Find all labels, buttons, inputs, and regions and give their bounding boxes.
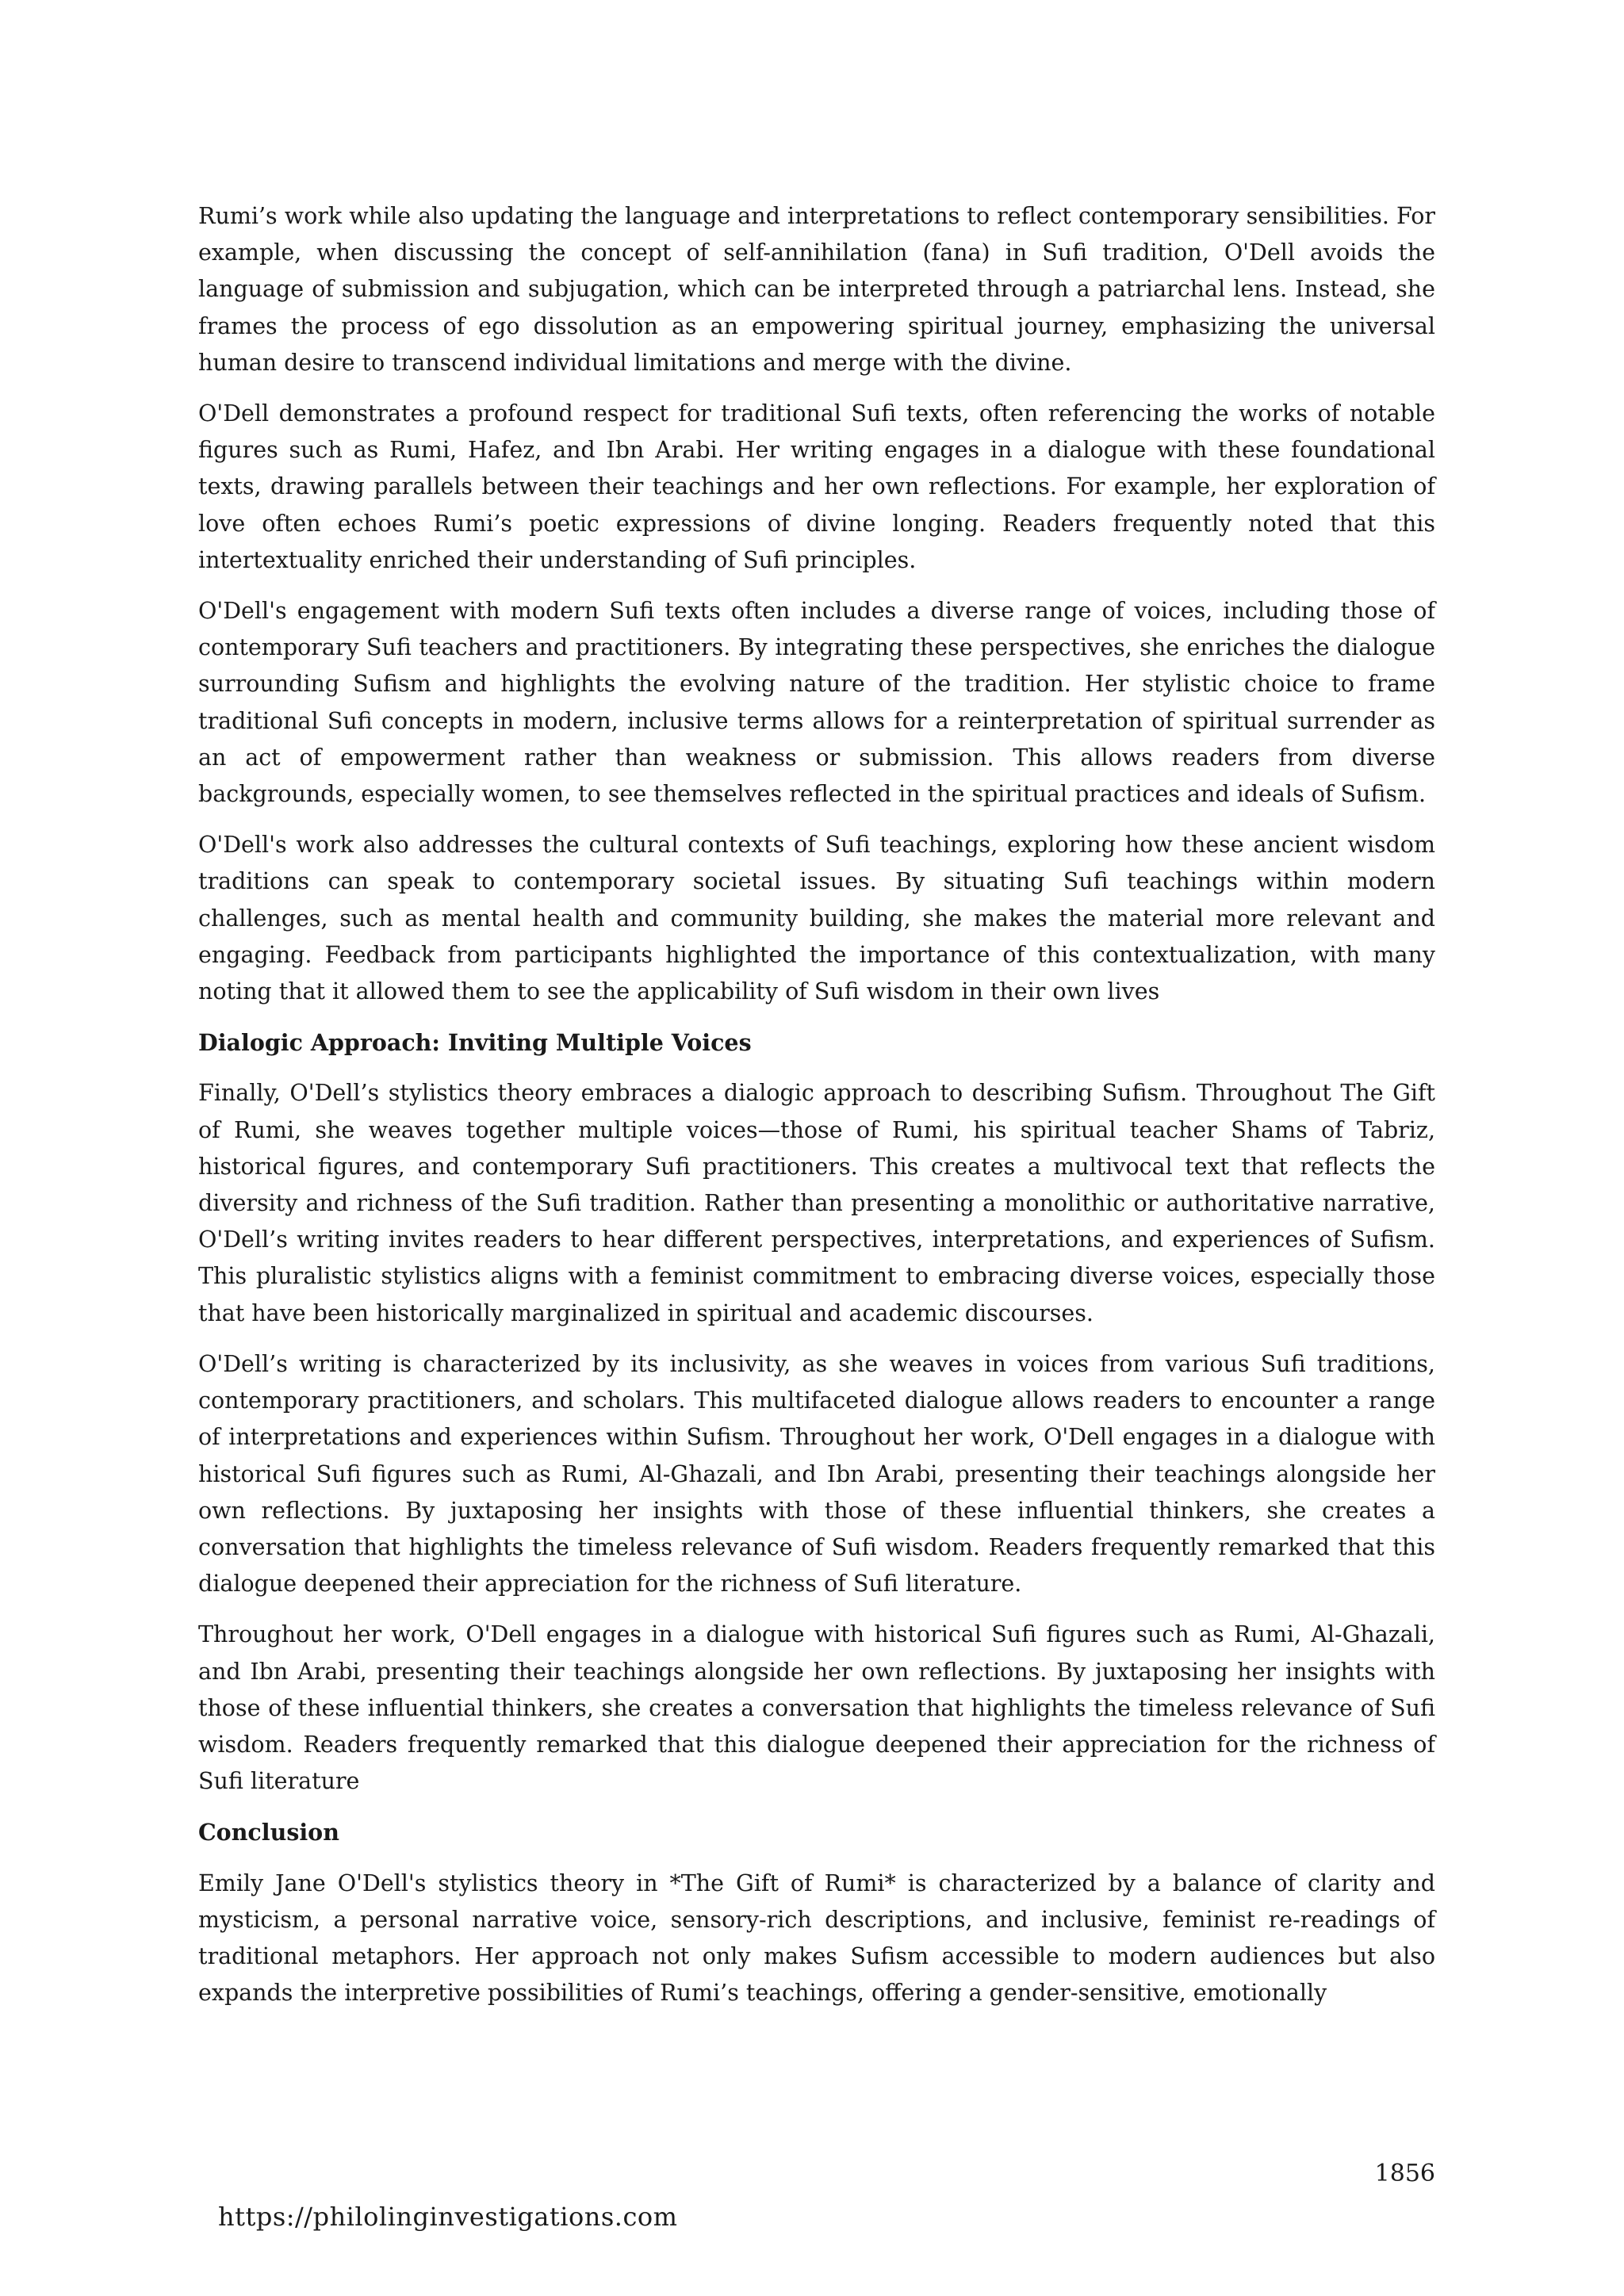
- footer-url-link[interactable]: https://philolinginvestigations.com: [218, 2202, 678, 2232]
- page-number: 1856: [1374, 2160, 1435, 2187]
- body-paragraph: Finally, O'Dell’s stylistics theory embraces a dialogic approach to describing Sufism. Throughout The Gift of Rumi, she weaves together multiple voices—those of Rumi, his spiritual teacher Shams of Tabriz, historical figures, and contemporary Sufi practitioners. This creates a multivocal text that reflects the diversity and richness of the Sufi tradition. Rather than presenting a monolithic or authoritative narrative, O'Dell’s writing invites readers to hear different perspectives, interpretations, and experiences of Sufism. This pluralistic stylistics aligns with a feminist commitment to embracing diverse voices, especially those that have been historically marginalized in spiritual and academic discourses.: [198, 1080, 1435, 1326]
- body-paragraph: O'Dell's engagement with modern Sufi texts often includes a diverse range of voices, including those of contemporary Sufi teachers and practitioners. By integrating these perspectives, she enriches the dialogue surrounding Sufism and highlights the evolving nature of the tradition. Her stylistic choice to frame traditional Sufi concepts in modern, inclusive terms allows for a reinterpretation of spiritual surrender as an act of empowerment rather than weakness or submission. This allows readers from diverse backgrounds, especially women, to see themselves reflected in the spiritual practices and ideals of Sufism.: [198, 598, 1435, 808]
- body-paragraph: O'Dell demonstrates a profound respect for traditional Sufi texts, often referencing the works of notable figures such as Rumi, Hafez, and Ibn Arabi. Her writing engages in a dialogue with these foundational texts, drawing parallels between their teachings and her own reflections. For example, her exploration of love often echoes Rumi’s poetic expressions of divine longing. Readers frequently noted that this intertextuality enriched their understanding of Sufi principles.: [198, 400, 1435, 573]
- page-body: [198, 198, 1435, 2026]
- section-heading-dialogic: Dialogic Approach: Inviting Multiple Voices: [198, 1029, 752, 1057]
- body-paragraph: Throughout her work, O'Dell engages in a dialogue with historical Sufi figures such as Rumi, Al-Ghazali, and Ibn Arabi, presenting their teachings alongside her own reflections. By juxtaposing her insights with those of these influential thinkers, she creates a conversation that highlights the timeless relevance of Sufi wisdom. Readers frequently remarked that this dialogue deepened their appreciation for the richness of Sufi literature: [198, 1621, 1435, 1795]
- body-paragraph: Rumi’s work while also updating the language and interpretations to reflect contemporary sensibilities. For example, when discussing the concept of self-annihilation (fana) in Sufi tradition, O'Dell avoids the language of submission and subjugation, which can be interpreted through a patriarchal lens. Instead, she frames the process of ego dissolution as an empowering spiritual journey, emphasizing the universal human desire to transcend individual limitations and merge with the divine.: [198, 203, 1435, 376]
- body-paragraph: O'Dell’s writing is characterized by its inclusivity, as she weaves in voices from various Sufi traditions, contemporary practitioners, and scholars. This multifaceted dialogue allows readers to encounter a range of interpretations and experiences within Sufism. Throughout her work, O'Dell engages in a dialogue with historical Sufi figures such as Rumi, Al-Ghazali, and Ibn Arabi, presenting their teachings alongside her own reflections. By juxtaposing her insights with those of these influential thinkers, she creates a conversation that highlights the timeless relevance of Sufi wisdom. Readers frequently remarked that this dialogue deepened their appreciation for the richness of Sufi literature.: [198, 1350, 1435, 1598]
- body-paragraph: O'Dell's work also addresses the cultural contexts of Sufi teachings, exploring how these ancient wisdom traditions can speak to contemporary societal issues. By situating Sufi teachings within modern challenges, such as mental health and community building, she makes the material more relevant and engaging. Feedback from participants highlighted the importance of this contextualization, with many noting that it allowed them to see the applicability of Sufi wisdom in their own lives: [198, 832, 1435, 1005]
- conclusion-paragraph: Emily Jane O'Dell's stylistics theory in *The Gift of Rumi* is characterized by a balance of clarity and mysticism, a personal narrative voice, sensory-rich descriptions, and inclusive, feminist re-readings of traditional metaphors. Her approach not only makes Sufism accessible to modern audiences but also expands the interpretive possibilities of Rumi’s teachings, offering a gender-sensitive, emotionally: [198, 1869, 1435, 2007]
- section-heading-conclusion: Conclusion: [198, 1819, 339, 1846]
